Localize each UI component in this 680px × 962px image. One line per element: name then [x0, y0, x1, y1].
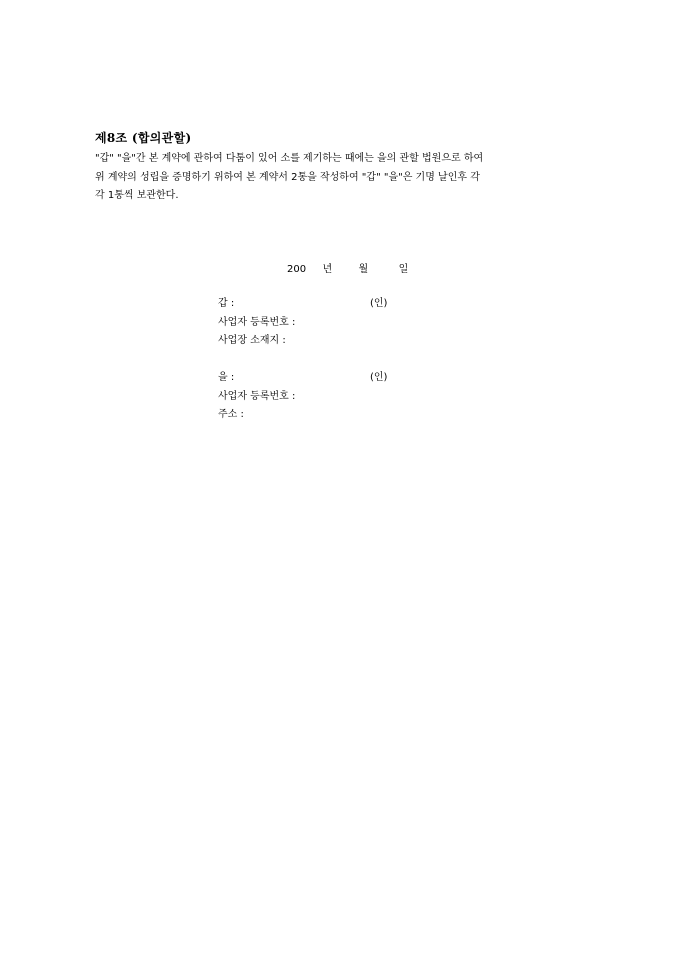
- party-b-signature-block: [218, 369, 388, 425]
- article-body: [95, 150, 585, 206]
- article-title: 제8조 (합의관할): [95, 131, 192, 145]
- party-b-reg-row: [218, 388, 295, 407]
- party-a-reg-row: [218, 314, 295, 333]
- party-b-address-row: [218, 406, 295, 425]
- article-line-3: 각 1통씩 보관한다.: [95, 190, 179, 201]
- article-line-1: "갑" "을"간 본 계약에 관하여 다툼이 있어 소를 제기하는 때에는 을의 관할 법원으로 하여: [95, 153, 484, 164]
- party-a-name-row: [218, 295, 388, 314]
- party-a-seal: (인): [370, 298, 388, 309]
- party-b-name-row: [218, 369, 388, 388]
- party-a-signature-block: [218, 295, 388, 351]
- date-day-unit: 일: [398, 264, 409, 275]
- party-a-address-row: [218, 332, 295, 351]
- party-b-address-label: 주소 :: [218, 409, 244, 420]
- date-year-unit: 년: [322, 264, 333, 275]
- party-a-reg-label: 사업자 등록번호 :: [218, 316, 296, 328]
- party-b-reg-label: 사업자 등록번호 :: [218, 390, 296, 402]
- party-a-name-label: 갑 :: [218, 298, 235, 309]
- contract-date: [287, 263, 408, 277]
- date-year: 200: [287, 264, 307, 275]
- party-b-name-label: 을 :: [218, 372, 235, 383]
- article-8: [95, 130, 585, 206]
- date-month-unit: 월: [358, 264, 369, 275]
- party-a-address-label: 사업장 소재지 :: [218, 335, 286, 346]
- party-b-seal: (인): [370, 372, 388, 383]
- article-line-2: 위 계약의 성립을 증명하기 위하여 본 계약서 2통을 작성하여 "갑" "을"은 기명 날인후 각: [95, 171, 480, 183]
